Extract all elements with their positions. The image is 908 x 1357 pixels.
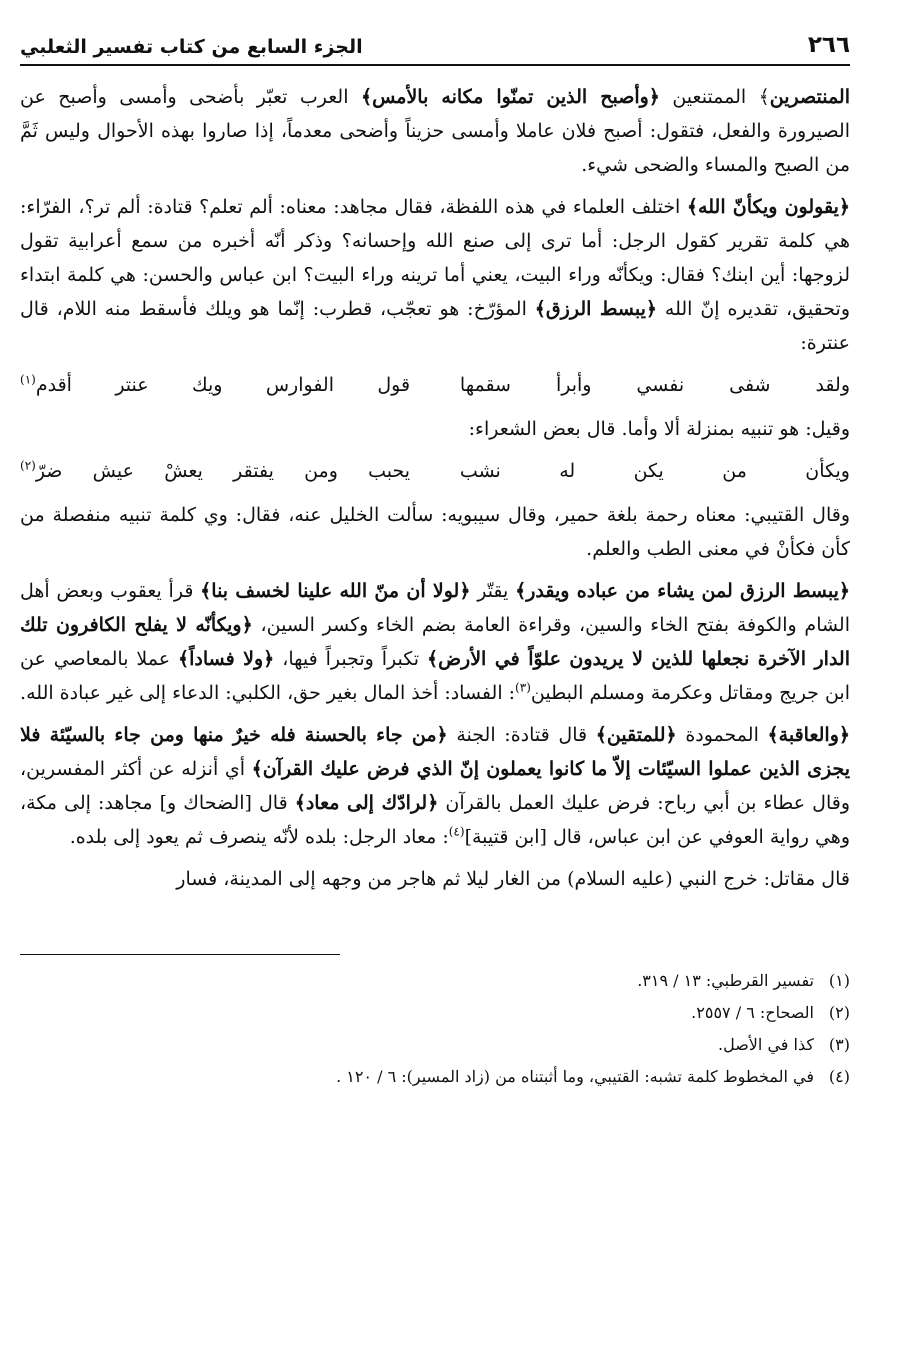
quran-phrase: ﴿يبسط الرزق لمن يشاء من عباده ويقدر﴾ bbox=[515, 580, 850, 602]
footnote-number: (٤) bbox=[828, 1067, 850, 1086]
quran-phrase: ﴿للمتقين﴾ bbox=[595, 724, 677, 746]
commentary-text: العرب تعبّر بأضحى وأمسى وأصبح عن الصيرورة والفعل، فتقول: أصبح فلان عاملا وأمسى حزيناً وأضحى معدماً، إذا صاروا بهذه الأحوال وليس ثَمَّ من الصبح والمساء والضحى شيء. bbox=[20, 86, 850, 176]
verse-first-hemistich: ولقد شفى نفسي وأبرأ سقمها bbox=[459, 374, 850, 396]
paragraph-4: وقال القتيبي: معناه رحمة بلغة حمير، وقال سيبويه: سألت الخليل عنه، فقال: وي كلمة تنبيه منفصلة من كأن فكأنْ في معنى الطب والعلم. bbox=[20, 504, 850, 560]
quran-phrase: ﴿يبسط الرزق﴾ bbox=[534, 298, 657, 320]
running-header bbox=[20, 28, 850, 58]
commentary-text: تكبراً وتجبراً فيها، bbox=[274, 648, 427, 670]
quran-phrase: ﴿لولا أن منّ الله علينا لخسف بنا﴾ bbox=[200, 580, 471, 602]
paragraph-1 bbox=[20, 80, 850, 182]
quran-phrase: ﴿وأصبح الذين تمنّوا مكانه بالأمس﴾ bbox=[360, 86, 660, 108]
poetry-verse-1 bbox=[20, 368, 850, 402]
footnote-number: (٢) bbox=[828, 1003, 850, 1022]
paragraph-7: قال مقاتل: خرج النبي (عليه السلام) من الغار ليلا ثم هاجر من وجهه إلى المدينة، فسار bbox=[176, 868, 850, 890]
commentary-text: يقتّر bbox=[470, 580, 516, 602]
quran-phrase: ﴿من جاء بالحسنة فله خيرٌ منها ومن جاء بالسيّئة فلا يجزى الذين عملوا السيّئات إلاّ ما كانوا يعملون إنّ الذي فرض عليك القرآن﴾ bbox=[20, 724, 850, 780]
quran-phrase: ﴿ويكأنّه لا يفلح الكافرون تلك الدار الآخرة نجعلها للذين لا يريدون علوّاً في الأرض﴾ bbox=[20, 614, 850, 670]
header-rule bbox=[20, 64, 850, 66]
commentary-text: اختلف العلماء في هذه اللفظة، فقال مجاهد: معناه: ألم تعلم؟ قتادة: ألم تر؟، الفرّاء: هي كلمة تقرير كقول الرجل: أما ترى إلى صنع الله وإحسانه؟ وذكر أنّه أخبره من سمع أعرابية تقول لزوجها: أين ابنك؟ فقال: ويكأنّه وراء البيت، يعني أما ترينه وراء البيت؟ ابن عباس والحسن: هي كلمة ابتداء وتحقيق، تقديره إنّ الله bbox=[20, 196, 850, 320]
footnote-item bbox=[20, 1061, 850, 1093]
footnotes bbox=[20, 965, 850, 1093]
poetry-verse-2 bbox=[20, 454, 850, 488]
footnote-marker: (١) bbox=[20, 372, 36, 387]
footnote-marker: (٢) bbox=[20, 458, 36, 473]
commentary-text: قرأ يعقوب وبعض أهل الشام والكوفة بفتح الخاء والسين، وقراءة العامة بضم الخاء وكسر السين، bbox=[20, 580, 851, 636]
verse-text: يحبب ومن يفتقر يعشْ عيش ضرّ bbox=[35, 460, 411, 482]
paragraph-3: وقيل: هو تنبيه بمنزلة ألا وأما. قال بعض الشعراء: bbox=[468, 418, 850, 440]
paragraph-2 bbox=[20, 190, 850, 360]
footnote-marker: (٣) bbox=[515, 680, 531, 695]
paragraph-6 bbox=[20, 718, 850, 854]
footnote-item bbox=[20, 997, 850, 1029]
quran-phrase: المنتصرين bbox=[769, 86, 850, 108]
commentary-text: ﴾ الممتنعين bbox=[659, 86, 770, 108]
footnote-text: الصحاح: ٦ / ٢٥٥٧. bbox=[691, 1003, 814, 1022]
commentary-text: أي أنزله عن أكثر المفسرين، وقال عطاء بن أبي رباح: فرض عليك العمل بالقرآن bbox=[20, 758, 850, 814]
footnote-item bbox=[20, 965, 850, 997]
footnote-text: كذا في الأصل. bbox=[718, 1035, 814, 1054]
footnote-number: (١) bbox=[828, 971, 850, 990]
verse-text: قول الفوارس ويك عنتر أقدم bbox=[35, 374, 411, 396]
footnote-separator bbox=[20, 954, 340, 955]
footnote-marker: (٤) bbox=[448, 824, 465, 839]
commentary-text: قال قتادة: الجنة bbox=[447, 724, 596, 746]
footnote-text: في المخطوط كلمة تشبه: القتيبي، وما أثبتناه من (زاد المسير): ٦ / ١٢٠ . bbox=[336, 1067, 814, 1086]
book-title: الجزء السابع من كتاب تفسير الثعلبي bbox=[20, 36, 363, 58]
page-number: ٢٦٦ bbox=[807, 32, 850, 58]
commentary-text: عملا بالمعاصي عن ابن جريج ومقاتل وعكرمة ومسلم البطين bbox=[20, 648, 850, 704]
verse-second-hemistich bbox=[20, 368, 410, 402]
footnote-text: تفسير القرطبي: ١٣ / ٣١٩. bbox=[637, 971, 814, 990]
quran-phrase: ﴿لرادّك إلى معاد﴾ bbox=[294, 792, 439, 814]
footnote-item bbox=[20, 1029, 850, 1061]
commentary-text: : الفساد: أخذ المال بغير حق، الكلبي: الدعاء إلى غير عبادة الله. bbox=[20, 682, 516, 704]
commentary-text: المؤرّخ: هو تعجّب، قطرب: إنّما هو ويلك فأسقط منه اللام، قال عنترة: bbox=[20, 298, 850, 354]
commentary-text: قال [الضحاك و] مجاهد: إلى مكة، وهي رواية العوفي عن ابن عباس، قال [ابن قتيبة] bbox=[20, 792, 850, 848]
commentary-text: المحمودة bbox=[676, 724, 768, 746]
quran-phrase: ﴿والعاقبة﴾ bbox=[767, 724, 850, 746]
quran-phrase: ﴿يقولون ويكأنّ الله﴾ bbox=[686, 196, 850, 218]
paragraph-5 bbox=[20, 574, 850, 710]
commentary-text: : معاد الرجل: بلده لأنّه ينصرف ثم يعود إلى بلده. bbox=[69, 826, 449, 848]
verse-first-hemistich: ويكأن من يكن له نشب bbox=[459, 460, 850, 482]
footnote-number: (٣) bbox=[828, 1035, 850, 1054]
quran-phrase: ﴿ولا فساداً﴾ bbox=[177, 648, 275, 670]
verse-second-hemistich bbox=[20, 454, 410, 488]
